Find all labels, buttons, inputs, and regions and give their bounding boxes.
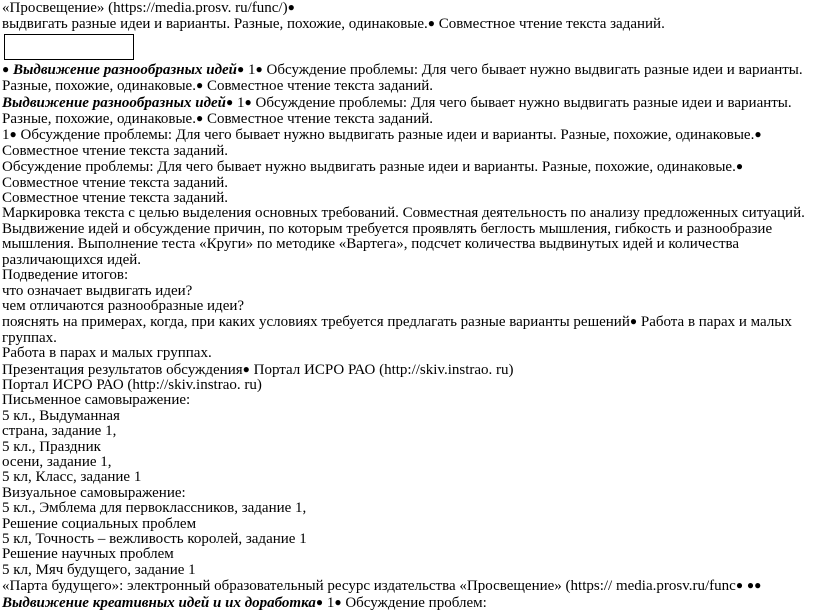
bullet-icon: ● [9, 127, 17, 142]
link-text: «Просвещение» (https://media.prosv. ru/func/) [2, 0, 288, 16]
text-line [2, 16, 814, 32]
bullet-icon: ● [746, 578, 755, 593]
text-segment: Презентация результатов обсуждения [2, 361, 243, 378]
bullet-icon: ● [334, 594, 342, 609]
bullet-icon: ● [735, 159, 744, 174]
text-segment: Совместное чтение текста заданий. [2, 142, 229, 159]
text-segment: Совместное чтение текста заданий. [203, 111, 433, 128]
heading-text: Выдвижение разнообразных идей [2, 94, 227, 111]
text-paragraph [2, 127, 814, 159]
number-text: 1 [237, 94, 245, 111]
bullet-icon: ● [315, 594, 324, 609]
text-segment: Обсуждение проблемы: Для чего бывает нужно выдвигать разные идеи и варианты. Разные, похожие, одинаковые. [2, 159, 736, 176]
bullet-icon: ● [754, 578, 762, 593]
bullet-icon: ● [195, 111, 204, 126]
bullet-icon: ● [629, 314, 638, 329]
text-segment: Портал ИСРО РАО (http://skiv.instrao. ru) [249, 361, 514, 378]
bullet-icon: ● [427, 16, 436, 31]
text-line: 5 кл, Мяч будущего, задание 1 [2, 561, 196, 578]
text-paragraph [2, 314, 814, 346]
text-segment: Обсуждение проблемы: Для чего бывает нужно выдвигать разные идеи и варианты. Разные, похожие, одинаковые. [16, 127, 755, 144]
text-line: страна, задание 1, [2, 423, 117, 440]
bullet-icon: ● [735, 578, 744, 593]
text-paragraph [2, 578, 814, 611]
bullet-icon: ● [754, 127, 762, 142]
text-line: Портал ИСРО РАО (http://skiv.instrao. ru) [2, 376, 262, 393]
text-line: Работа в парах и малых группах. [2, 345, 212, 362]
text-line: Решение социальных проблем [2, 515, 197, 532]
bullet-icon: ● [226, 94, 234, 109]
text-line: 5 кл., Выдуманная [2, 407, 120, 424]
text-paragraph [2, 62, 814, 95]
text-line: 5 кл, Точность – вежливость королей, задание 1 [2, 531, 307, 547]
text-paragraph [2, 159, 814, 191]
text-paragraph: Маркировка текста с целью выделения основных требований. Совместная деятельность по анализу предложенных ситуаций. Выдвижение идей и обсуждение причин, по которым требуется проявлять беглость мышления, гибкость и разнообразие мышления. Выполнение теста «Круги» по методике «Вартега», подсчет количества выдвинутых идей и количества различающихся идей. [2, 205, 805, 268]
text-segment: Совместное чтение текста заданий. [2, 174, 229, 191]
empty-frame [4, 34, 134, 60]
text-segment: Обсуждение проблем: [341, 594, 487, 611]
bullet-icon: ● [2, 61, 10, 76]
text-line: 5 кл., Эмблема для первоклассников, задание 1, [2, 500, 307, 517]
text-paragraph [2, 95, 814, 128]
text-line: Письменное самовыражение: [2, 392, 191, 409]
text-line: что означает выдвигать идеи? [2, 282, 193, 299]
bullet-icon: ● [287, 0, 295, 14]
text-segment: Обсуждение проблемы: Для чего бывает нужно выдвигать разные идеи и варианты. Разные, похожие, одинаковые. [2, 94, 792, 128]
heading-text: Выдвижение разнообразных идей [13, 61, 238, 78]
text-line: Визуальное самовыражение: [2, 484, 186, 501]
number-text: 1 [248, 61, 256, 78]
text-line: 5 кл., Праздник [2, 438, 101, 455]
text-line: чем отличаются разнообразные идеи? [2, 297, 245, 314]
text-line: Совместное чтение текста заданий. [2, 190, 229, 207]
bullet-icon: ● [255, 61, 263, 76]
text-segment: Совместное чтение текста заданий. [435, 16, 665, 33]
text-line: осени, задание 1, [2, 453, 112, 470]
text-segment: пояснять на примерах, когда, при каких условиях требуется предлагать разные варианты решений [2, 314, 630, 331]
bullet-icon: ● [195, 78, 204, 93]
text-segment: Работа в парах и малых группах. [2, 314, 792, 346]
text-line: Подведение итогов: [2, 267, 129, 284]
text-line [2, 0, 814, 16]
heading-text: Выдвижение креативных идей и их доработка [2, 594, 316, 611]
text-line: Решение научных проблем [2, 546, 174, 563]
text-segment: «Парта будущего»: электронный образовательный ресурс издательства «Просвещение» (https:// media.prosv.ru/func [2, 578, 736, 595]
text-line [2, 362, 814, 378]
number-text: 1 [326, 594, 335, 611]
bullet-icon: ● [244, 94, 252, 109]
bullet-icon: ● [237, 61, 245, 76]
text-line: 5 кл, Класс, задание 1 [2, 469, 142, 486]
text-segment: выдвигать разные идеи и варианты. Разные, похожие, одинаковые. [2, 16, 428, 33]
number-text: 1 [2, 127, 10, 144]
bullet-icon: ● [242, 361, 250, 376]
text-segment: Обсуждение проблемы: Для чего бывает нужно выдвигать разные идеи и варианты. Разные, похожие, одинаковые. [2, 61, 803, 95]
text-segment: Совместное чтение текста заданий. [203, 78, 433, 95]
